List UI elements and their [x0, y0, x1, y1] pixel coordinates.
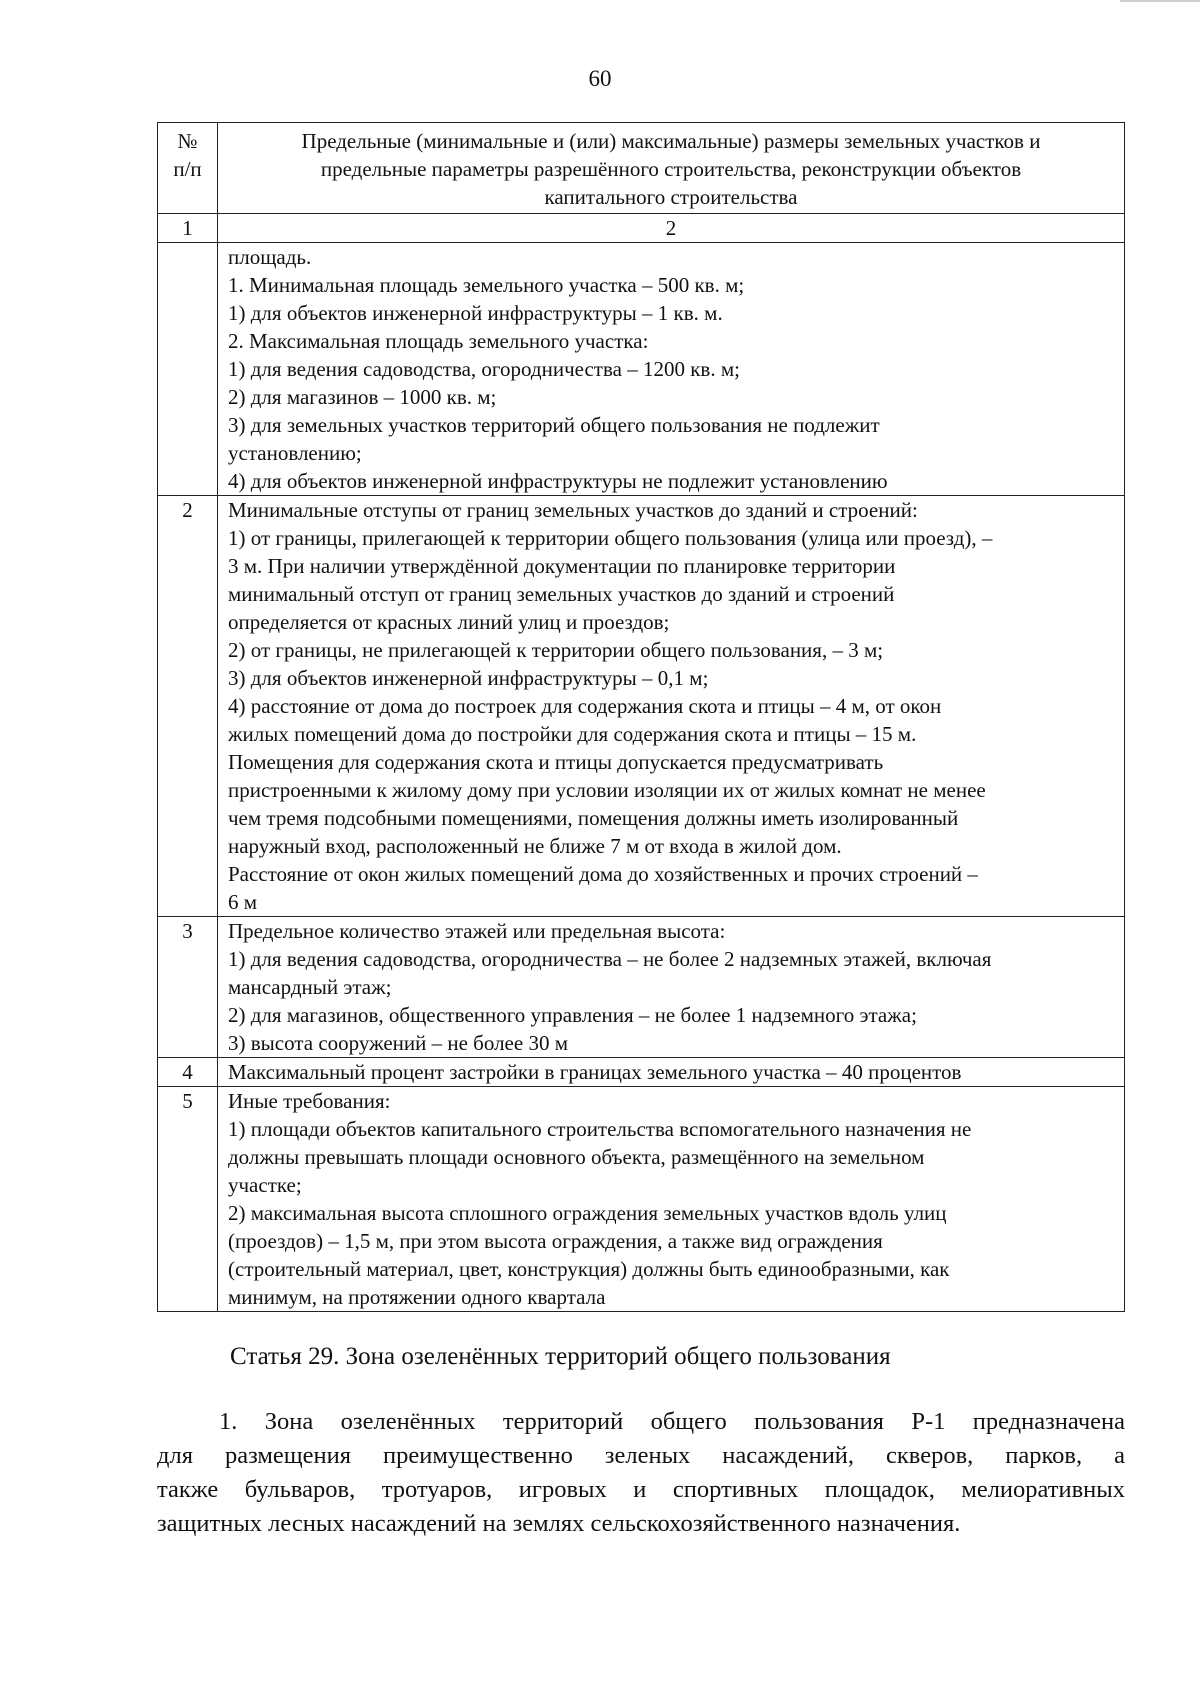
row-text-line: 4) для объектов инженерной инфраструктуры не подлежит установлению: [228, 469, 888, 493]
column-index-1: 1: [158, 214, 218, 243]
row-text-line: Предельное количество этажей или предельная высота:: [228, 919, 726, 943]
row-text-line: 2) для магазинов, общественного управления – не более 1 надземного этажа;: [228, 1003, 917, 1027]
row-text-line: чем тремя подсобными помещениями, помещения должны иметь изолированный: [228, 806, 959, 830]
row-text-line: 3) для объектов инженерной инфраструктуры – 0,1 м;: [228, 666, 709, 690]
parameters-table: [157, 122, 1125, 1312]
header-parameters-line: Предельные (минимальные и (или) максимальные) размеры земельных участков и: [301, 129, 1041, 153]
table-row: [158, 1087, 1125, 1312]
table-row: [158, 917, 1125, 1058]
row-number-cell: 5: [158, 1087, 218, 1312]
row-text-line: жилых помещений дома до постройки для содержания скота и птицы – 15 м.: [228, 722, 917, 746]
row-text-line: 2. Максимальная площадь земельного участка:: [228, 329, 649, 353]
row-text-line: должны превышать площади основного объекта, размещённого на земельном: [228, 1145, 925, 1169]
row-text-line: 1) площади объектов капитального строительства вспомогательного назначения не: [228, 1117, 972, 1141]
row-number-cell: 3: [158, 917, 218, 1058]
row-text-line: 1. Минимальная площадь земельного участка – 500 кв. м;: [228, 273, 745, 297]
row-text-line: пристроенными к жилому дому при условии изоляции их от жилых комнат не менее: [228, 778, 986, 802]
row-text-line: (строительный материал, цвет, конструкция) должны быть единообразными, как: [228, 1257, 950, 1281]
row-text-line: 1) для объектов инженерной инфраструктуры – 1 кв. м.: [228, 301, 723, 325]
header-number-cell: [158, 123, 218, 214]
row-number-cell: 4: [158, 1058, 218, 1087]
row-text-cell: [218, 243, 1125, 496]
row-text-line: 1) от границы, прилегающей к территории общего пользования (улица или проезд), –: [228, 526, 993, 550]
row-text-line: Минимальные отступы от границ земельных участков до зданий и строений:: [228, 498, 918, 522]
row-text-line: мансардный этаж;: [228, 975, 392, 999]
column-index-2: 2: [218, 214, 1125, 243]
row-number-cell: 2: [158, 496, 218, 917]
header-number-line: №: [177, 129, 198, 153]
paragraph-line: 1. Зона озеленённых территорий общего пользования Р-1 предназначена: [219, 1408, 1125, 1435]
table-index-row: [158, 214, 1125, 243]
article-paragraph: [157, 1405, 1125, 1541]
row-text-line: 4) расстояние от дома до построек для содержания скота и птицы – 4 м, от окон: [228, 694, 942, 718]
row-text-line: 6 м: [228, 890, 258, 914]
article-title: Статья 29. Зона озеленённых территорий общего пользования: [230, 1343, 891, 1370]
paragraph-line: также бульваров, тротуаров, игровых и спортивных площадок, мелиоративных: [157, 1476, 1125, 1503]
scan-edge-mark: [1120, 0, 1200, 2]
row-text-line: 2) максимальная высота сплошного ограждения земельных участков вдоль улиц: [228, 1201, 947, 1225]
row-text-line: 2) для магазинов – 1000 кв. м;: [228, 385, 497, 409]
page-number: 60: [588, 66, 612, 91]
table-header-row: [158, 123, 1125, 214]
header-parameters-line: предельные параметры разрешённого строительства, реконструкции объектов: [320, 157, 1022, 181]
row-text-line: наружный вход, расположенный не ближе 7 м от входа в жилой дом.: [228, 834, 842, 858]
row-text-cell: [218, 917, 1125, 1058]
row-text-cell: [218, 1058, 1125, 1087]
row-text-line: Максимальный процент застройки в границах земельного участка – 40 процентов: [228, 1060, 962, 1084]
row-text-line: 1) для ведения садоводства, огородничества – не более 2 надземных этажей, включая: [228, 947, 992, 971]
row-text-cell: [218, 496, 1125, 917]
header-parameters-cell: [218, 123, 1125, 214]
row-text-line: площадь.: [228, 245, 312, 269]
row-text-line: Иные требования:: [228, 1089, 391, 1113]
header-number-line: п/п: [173, 157, 202, 181]
row-text-cell: [218, 1087, 1125, 1312]
row-text-line: Расстояние от окон жилых помещений дома до хозяйственных и прочих строений –: [228, 862, 978, 886]
row-text-line: минимум, на протяжении одного квартала: [228, 1285, 606, 1309]
row-text-line: минимальный отступ от границ земельных участков до зданий и строений: [228, 582, 895, 606]
row-text-line: 3 м. При наличии утверждённой документации по планировке территории: [228, 554, 896, 578]
row-text-line: Помещения для содержания скота и птицы допускается предусматривать: [228, 750, 884, 774]
table-row: [158, 1058, 1125, 1087]
row-text-line: (проездов) – 1,5 м, при этом высота ограждения, а также вид ограждения: [228, 1229, 883, 1253]
row-text-line: 3) высота сооружений – не более 30 м: [228, 1031, 568, 1055]
row-text-line: 1) для ведения садоводства, огородничества – 1200 кв. м;: [228, 357, 740, 381]
row-text-line: 3) для земельных участков территорий общего пользования не подлежит: [228, 413, 880, 437]
row-text-line: определяется от красных линий улиц и проездов;: [228, 610, 670, 634]
row-text-line: 2) от границы, не прилегающей к территории общего пользования, – 3 м;: [228, 638, 884, 662]
paragraph-line: защитных лесных насаждений на землях сельскохозяйственного назначения.: [157, 1510, 961, 1537]
paragraph-line: для размещения преимущественно зеленых насаждений, скверов, парков, а: [157, 1442, 1125, 1469]
table-row: [158, 243, 1125, 496]
table-body: [158, 243, 1125, 1312]
table-row: [158, 496, 1125, 917]
row-number-cell: [158, 243, 218, 496]
row-text-line: установлению;: [228, 441, 362, 465]
row-text-line: участке;: [228, 1173, 302, 1197]
header-parameters-line: капитального строительства: [544, 185, 798, 209]
